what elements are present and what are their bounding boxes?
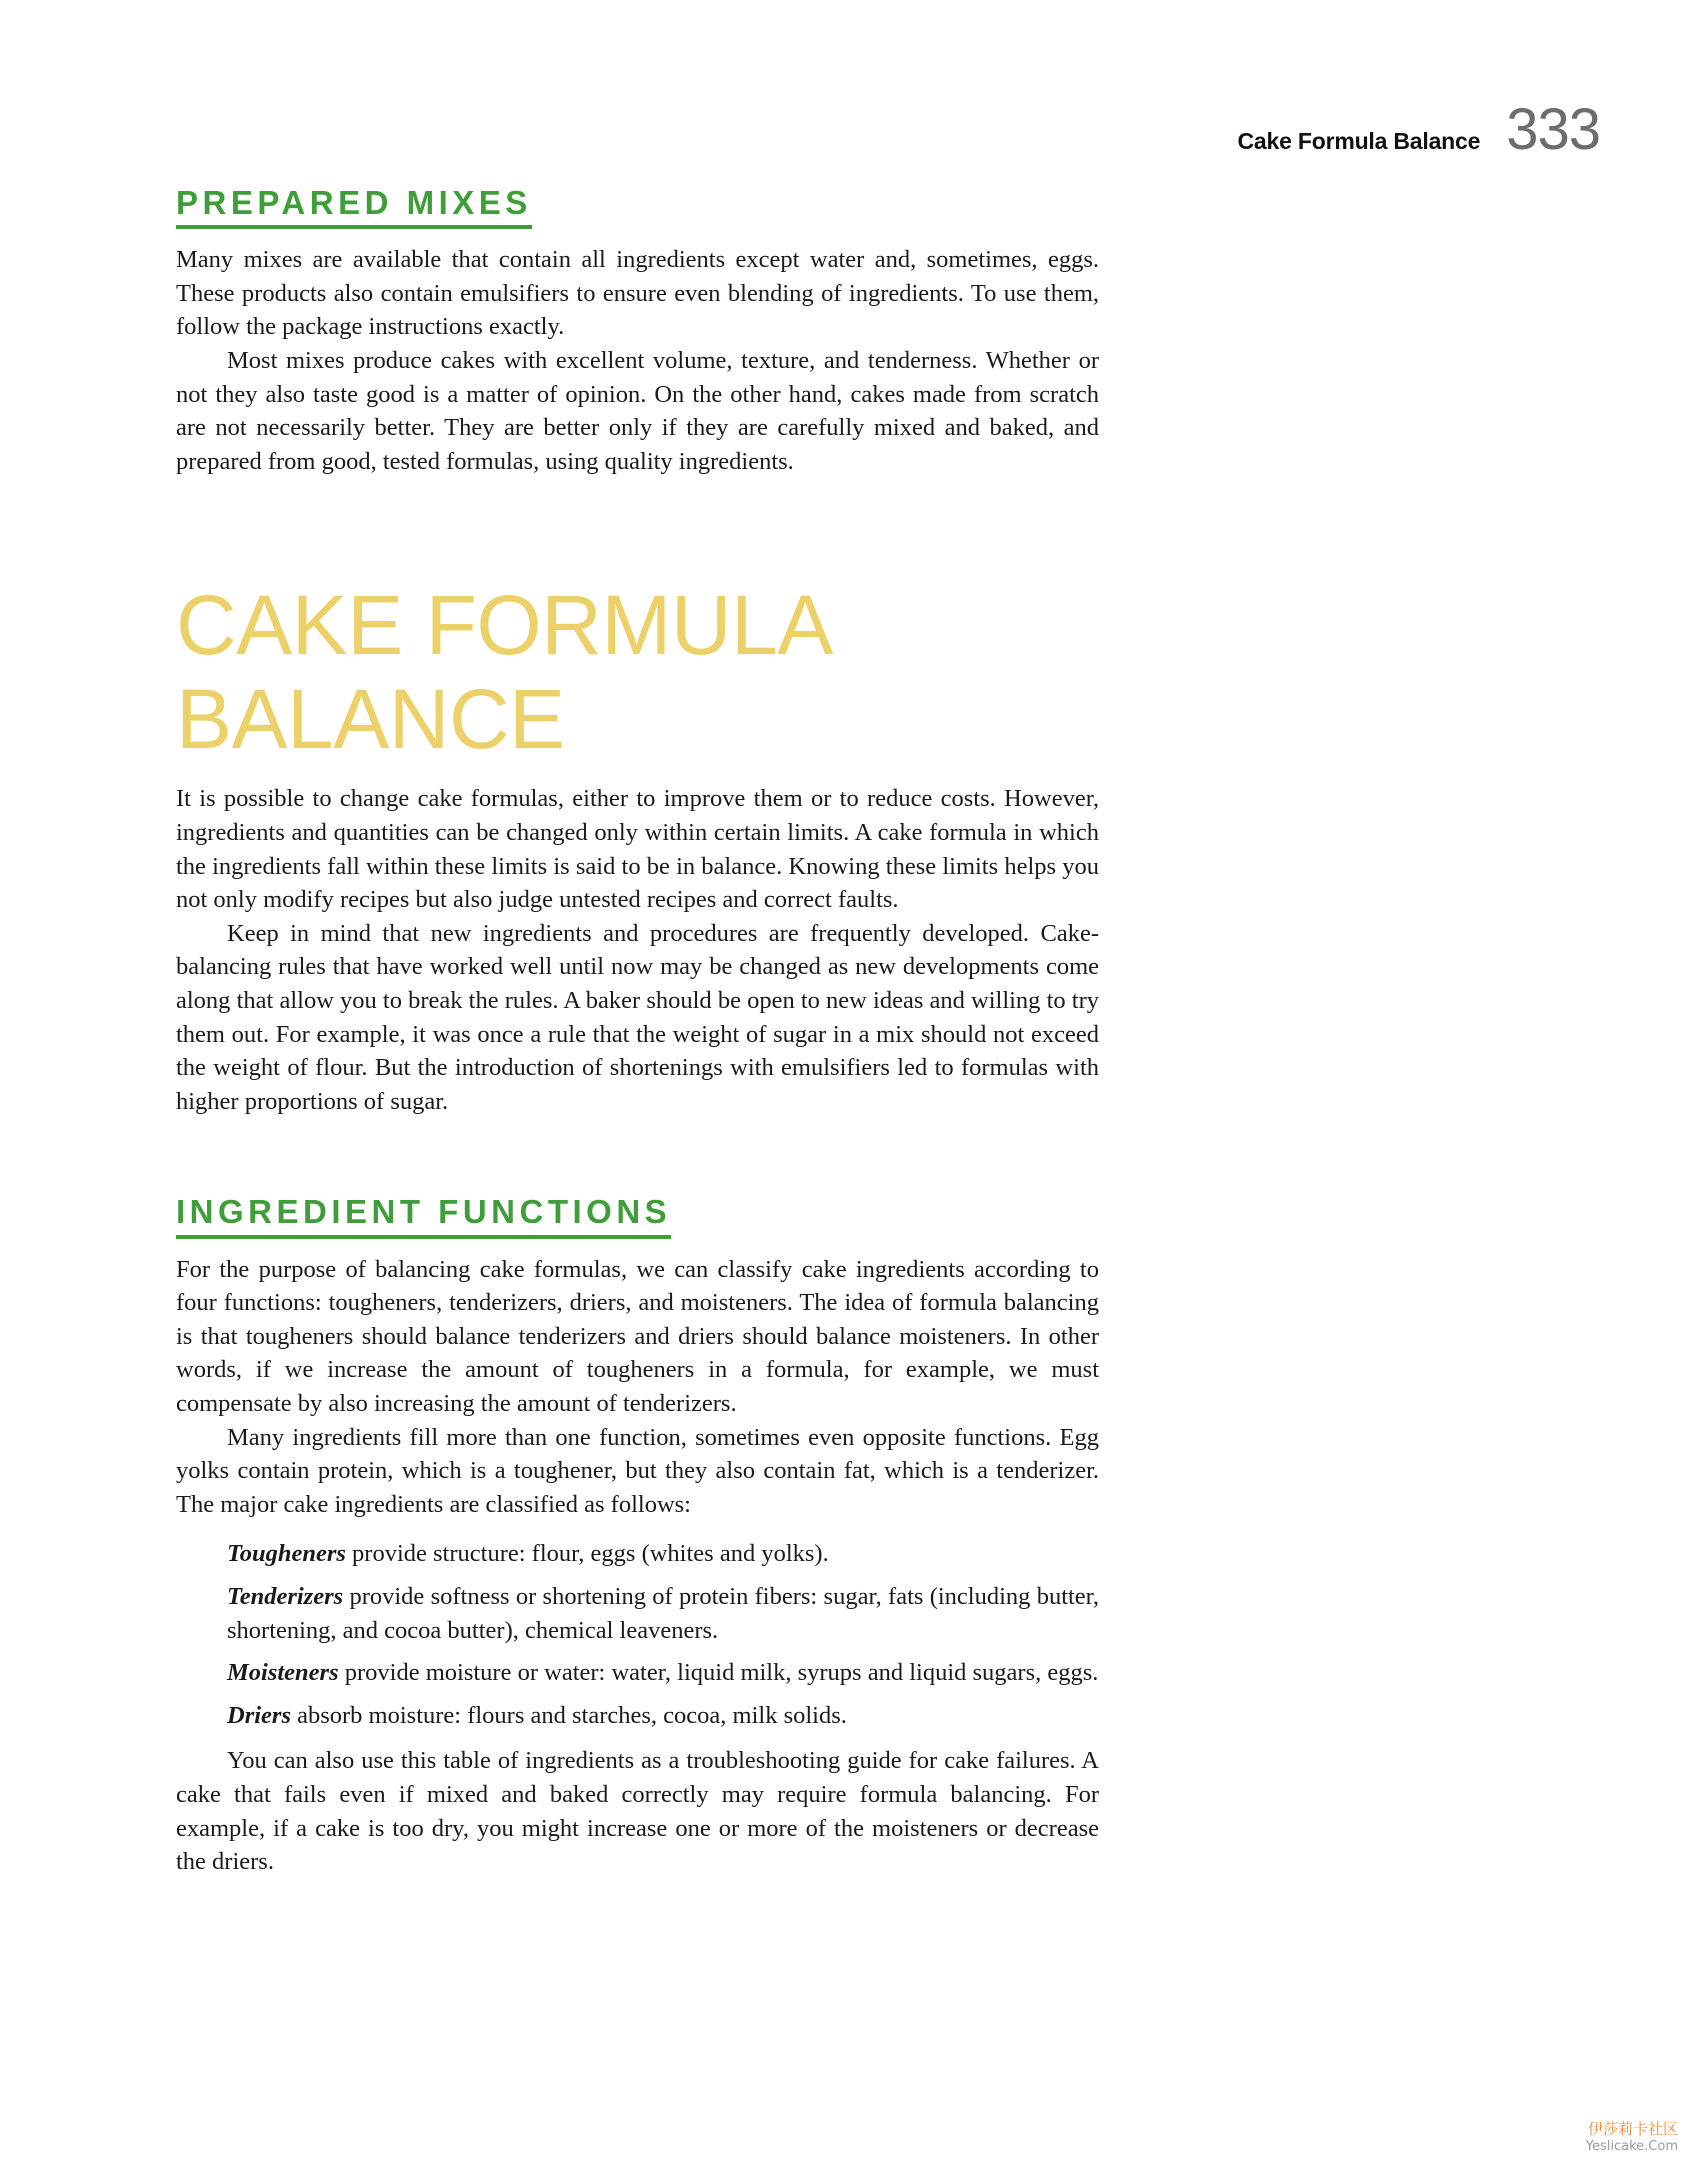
term-tenderizers: Tenderizers [227, 1583, 344, 1611]
chapter-title-line1: CAKE FORMULA [176, 578, 833, 673]
running-head [1238, 96, 1601, 163]
chapter-title [176, 578, 1099, 766]
list-item: Moisteners provide moisture or water: water, liquid milk, syrups and liquid sugars, eggs. [227, 1659, 1099, 1687]
page-number: 333 [1506, 97, 1600, 162]
watermark-chinese: 伊莎莉卡社区 [1587, 2120, 1678, 2138]
section-heading-ingredient-functions: INGREDIENT FUNCTIONS [176, 1194, 671, 1238]
list-item: Tenderizers provide softness or shortening of protein fibers: sugar, fats (including butter, shortening, and cocoa butter), chemical leaveners. [227, 1583, 1099, 1644]
running-head-title: Cake Formula Balance [1237, 128, 1481, 154]
section-heading-prepared-mixes: PREPARED MIXES [176, 185, 532, 229]
paragraph: Many mixes are available that contain all ingredients except water and, sometimes, eggs. These products also contain emulsifiers to ensure even blending of ingredients. To use them, follow the package instructions exactly. [176, 246, 1099, 341]
chapter-title-line2: BALANCE [176, 672, 565, 767]
term-tougheners: Tougheners [227, 1540, 346, 1568]
ingredient-function-list [176, 1537, 1099, 1732]
list-item: Driers absorb moisture: flours and starches, cocoa, milk solids. [227, 1701, 847, 1729]
paragraph: It is possible to change cake formulas, either to improve them or to reduce costs. However, ingredients and quantities can be changed only within certain limits. A cake formula in which the ingredients fall within these limits is said to be in balance. Knowing these limits helps you not only modify recipes but also judge untested recipes and correct faults. [176, 785, 1099, 914]
watermark-site: Yeslicake.Com [1585, 2139, 1678, 2154]
page-content [176, 185, 1099, 1879]
term-driers: Driers [227, 1701, 291, 1729]
list-item: Tougheners provide structure: flour, eggs (whites and yolks). [227, 1540, 829, 1568]
paragraph: Many ingredients fill more than one function, sometimes even opposite functions. Egg yolks contain protein, which is a toughener, but they also contain fat, which is a tenderizer. The major cake ingredients are classified as follows: [176, 1423, 1099, 1518]
term-moisteners: Moisteners [227, 1659, 339, 1687]
paragraph: For the purpose of balancing cake formulas, we can classify cake ingredients according to four functions: tougheners, tenderizers, driers, and moisteners. The idea of formula balancing is that tougheners should balance tenderizers and driers should balance moisteners. In other words, if we increase the amount of tougheners in a formula, for example, we must compensate by also increasing the amount of tenderizers. [176, 1255, 1099, 1418]
paragraph: Most mixes produce cakes with excellent volume, texture, and tenderness. Whether or not they also taste good is a matter of opinion. On the other hand, cakes made from scratch are not necessarily better. They are better only if they are carefully mixed and baked, and prepared from good, tested formulas, using quality ingredients. [176, 347, 1099, 475]
paragraph: Keep in mind that new ingredients and procedures are frequently developed. Cake-balancing rules that have worked well until now may be changed as new developments come along that allow you to break the rules. A baker should be open to new ideas and willing to try them out. For example, it was once a rule that the weight of sugar in a mix should not exceed the weight of flour. But the introduction of shortenings with emulsifiers led to formulas with higher proportions of sugar. [176, 919, 1099, 1115]
paragraph: You can also use this table of ingredients as a troubleshooting guide for cake failures. A cake that fails even if mixed and baked correctly may require formula balancing. For example, if a cake is too dry, you might increase one or more of the moisteners or decrease the driers. [176, 1747, 1099, 1876]
watermark [1586, 2119, 1678, 2155]
